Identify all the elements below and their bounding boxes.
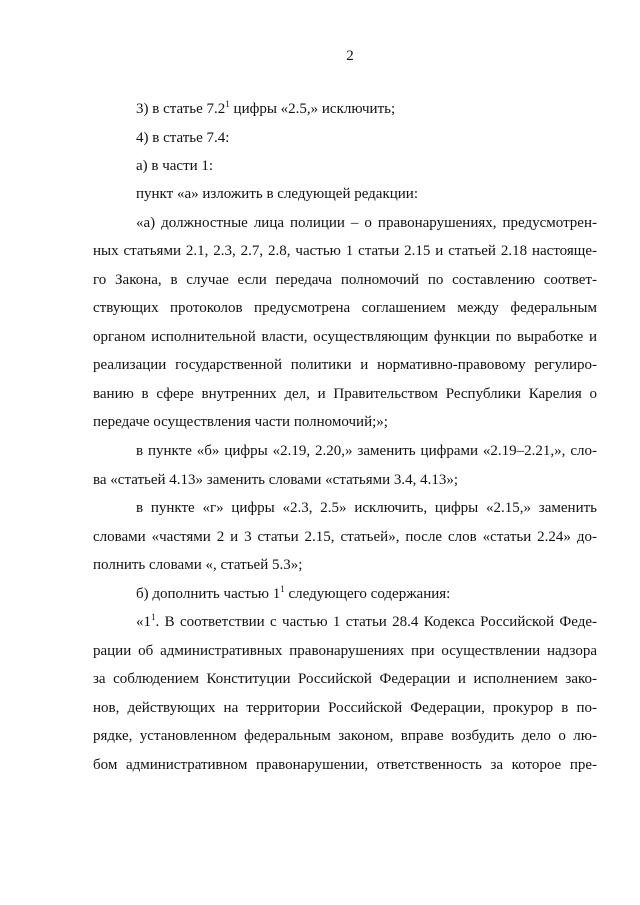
punkt-a-line-6: реализации государственной политики и нормативно-правовому регулиро- (93, 357, 597, 373)
new-part-first-rest: . В соответствии с частью 1 статьи 28.4 Кодекса Российской Феде- (155, 614, 597, 630)
punkt-a-line-2: ных статьями 2.1, 2.3, 2.7, 2.8, частью 1 статьи 2.15 и статьей 2.18 настояще- (93, 243, 597, 259)
punkt-b-line-1: в пункте «б» цифры «2.19, 2.20,» заменить цифрами «2.19–2.21,», сло- (136, 443, 597, 459)
new-part-line-5: рядке, установленном федеральным законом, вправе возбудить дело о лю- (93, 728, 597, 744)
punkt-a-line-7: ванию в сфере внутренних дел, и Правительством Республики Карелия о (93, 386, 597, 402)
page-number: 2 (346, 48, 354, 64)
part-b-superscript: 1 (280, 584, 285, 594)
punkt-a-intro-line: пункт «а» изложить в следующей редакции: (136, 186, 419, 202)
punkt-a-line-1: «а) должностные лица полиции – о правонарушениях, предусмотрен- (136, 215, 597, 231)
punkt-a-line-5: органом исполнительной власти, осуществляющим функции по выработке и (93, 329, 597, 345)
part-b-suffix: следующего содержания: (284, 586, 451, 602)
part-b-line (136, 586, 450, 603)
punkt-g-line-2: словами «частями 2 и 3 статьи 2.15, статьей», после слов «статьи 2.24» до- (93, 529, 597, 545)
punkt-g-line-3: полнить словами «, статьей 5.3»; (93, 557, 303, 573)
new-part-superscript: 1 (151, 612, 156, 622)
punkt-a-line-8: передаче осуществления части полномочий;»; (93, 414, 388, 430)
item-3-suffix: цифры «2.5,» исключить; (229, 101, 396, 117)
punkt-a-line-4: ствующих протоколов предусмотрена соглашением между федеральным (93, 300, 597, 316)
item-3-line (136, 101, 395, 118)
new-part-line-2: рации об административных правонарушениях при осуществлении надзора (93, 643, 597, 659)
punkt-g-line-1: в пункте «г» цифры «2.3, 2.5» исключить, цифры «2.15,» заменить (136, 500, 597, 516)
punkt-a-line-3: го Закона, в случае если передача полномочий по составлению соответ- (93, 272, 597, 288)
part-b-prefix: б) дополнить частью 1 (136, 586, 281, 602)
part-a-line: а) в части 1: (136, 158, 214, 174)
item-3-prefix: 3) в статье 7.2 (136, 101, 226, 117)
new-part-line-6: бом административном правонарушении, ответственность за которое пре- (93, 757, 597, 773)
punkt-b-line-2: ва «статьей 4.13» заменить словами «статьями 3.4, 4.13»; (93, 472, 459, 488)
item-4-line: 4) в статье 7.4: (136, 130, 230, 146)
new-part-prefix: «1 (136, 614, 151, 630)
new-part-line-4: нов, действующих на территории Российской Федерации, прокурор в по- (93, 700, 597, 716)
new-part-line-3: за соблюдением Конституции Российской Федерации и исполнением зако- (93, 671, 597, 687)
item-3-superscript: 1 (225, 99, 230, 109)
new-part-line-1 (136, 614, 597, 631)
